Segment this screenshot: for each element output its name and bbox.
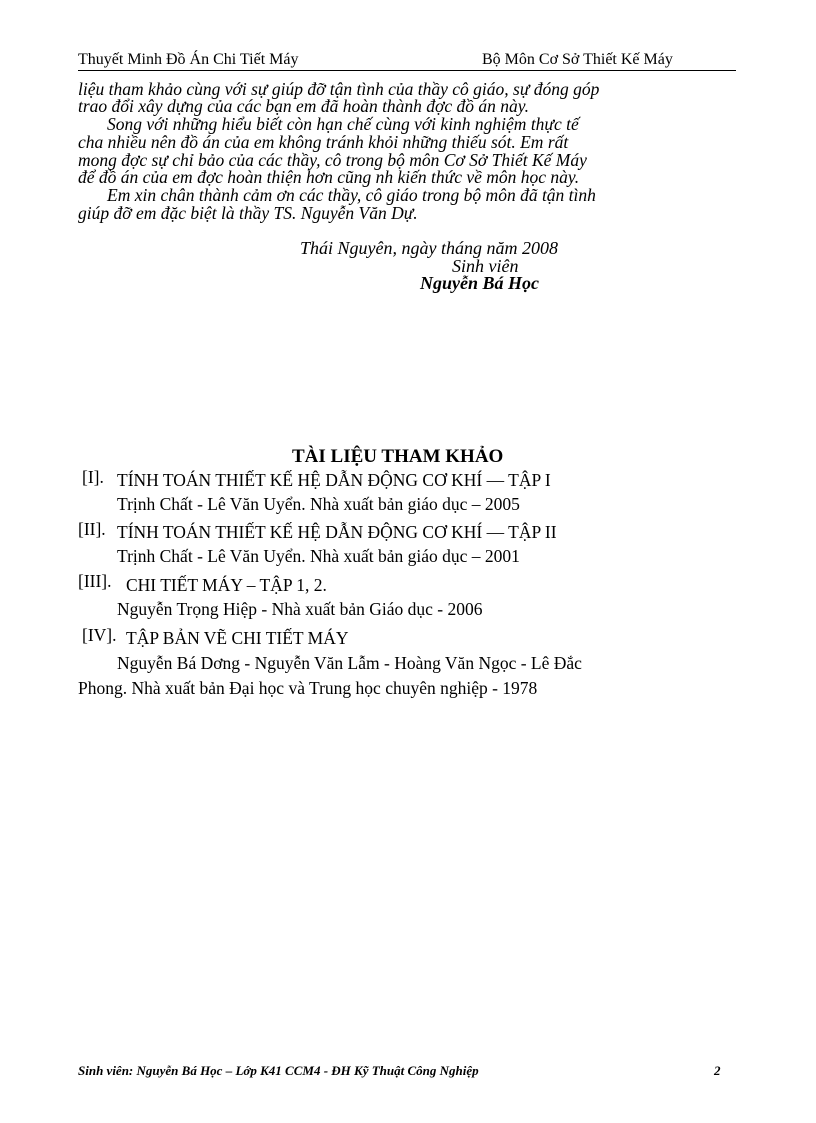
- reference-detail: Trịnh Chất - Lê Văn Uyển. Nhà xuất bản giáo dục – 2005: [117, 494, 520, 514]
- header-right-title: Bộ Môn Cơ Sở Thiết Kế Máy: [482, 51, 673, 68]
- reference-title: TÍNH TOÁN THIẾT KẾ HỆ DẪN ĐỘNG CƠ KHÍ — TẬP I: [117, 470, 551, 490]
- header-left-title: Thuyết Minh Đồ Án Chi Tiết Máy: [78, 51, 299, 68]
- reference-detail-continued: Phong. Nhà xuất bản Đại học và Trung học chuyên nghiệp - 1978: [78, 678, 538, 698]
- page-footer: Sinh viên: Nguyễn Bá Học – Lớp K41 CCM4 - ĐH Kỹ Thuật Công Nghiệp: [78, 1063, 479, 1078]
- place-date: Thái Nguyên, ngày tháng năm 2008: [300, 238, 558, 258]
- reference-title: TẬP BẢN VẼ CHI TIẾT MÁY: [126, 628, 349, 648]
- reference-number: [II].: [78, 519, 106, 539]
- reference-title: CHI TIẾT MÁY – TẬP 1, 2.: [126, 575, 327, 595]
- reference-number: [IV].: [82, 625, 117, 645]
- page-number: 2: [714, 1063, 721, 1078]
- body-line: cha nhiều nên đồ án của em không tránh khỏi những thiếu sót. Em rất: [78, 132, 569, 152]
- page-header: [78, 50, 736, 71]
- reference-detail: Nguyễn Trọng Hiệp - Nhà xuất bản Giáo dục - 2006: [117, 599, 483, 619]
- reference-number: [III].: [78, 571, 112, 591]
- reference-detail: Nguyễn Bá Dơng - Nguyễn Văn Lẫm - Hoàng Văn Ngọc - Lê Đắc: [117, 653, 582, 673]
- reference-number: [I].: [82, 467, 104, 487]
- signature-name: Nguyễn Bá Học: [420, 273, 539, 293]
- body-line: trao đổi xây dựng của các bạn em đã hoàn thành đợc đồ án này.: [78, 96, 529, 116]
- reference-title: TÍNH TOÁN THIẾT KẾ HỆ DẪN ĐỘNG CƠ KHÍ — TẬP II: [117, 522, 557, 542]
- signature-role: Sinh viên: [452, 256, 519, 276]
- body-line: Em xin chân thành cảm ơn các thầy, cô giáo trong bộ môn đã tận tình: [107, 185, 596, 205]
- reference-detail: Trịnh Chất - Lê Văn Uyển. Nhà xuất bản giáo dục – 2001: [117, 546, 520, 566]
- body-line: mong đợc sự chỉ bảo của các thầy, cô trong bộ môn Cơ Sở Thiết Kế Máy: [78, 150, 587, 170]
- body-line: giúp đỡ em đặc biệt là thầy TS. Nguyễn Văn Dự.: [78, 203, 418, 223]
- body-line: liệu tham khảo cùng với sự giúp đỡ tận tình của thầy cô giáo, sự đóng góp: [78, 79, 600, 99]
- body-line: để đồ án của em đợc hoàn thiện hơn cũng nh kiến thức về môn học này.: [78, 167, 580, 187]
- references-title: TÀI LIỆU THAM KHẢO: [292, 446, 504, 467]
- body-line: Song với những hiểu biết còn hạn chế cùng với kinh nghiệm thực tế: [107, 114, 579, 134]
